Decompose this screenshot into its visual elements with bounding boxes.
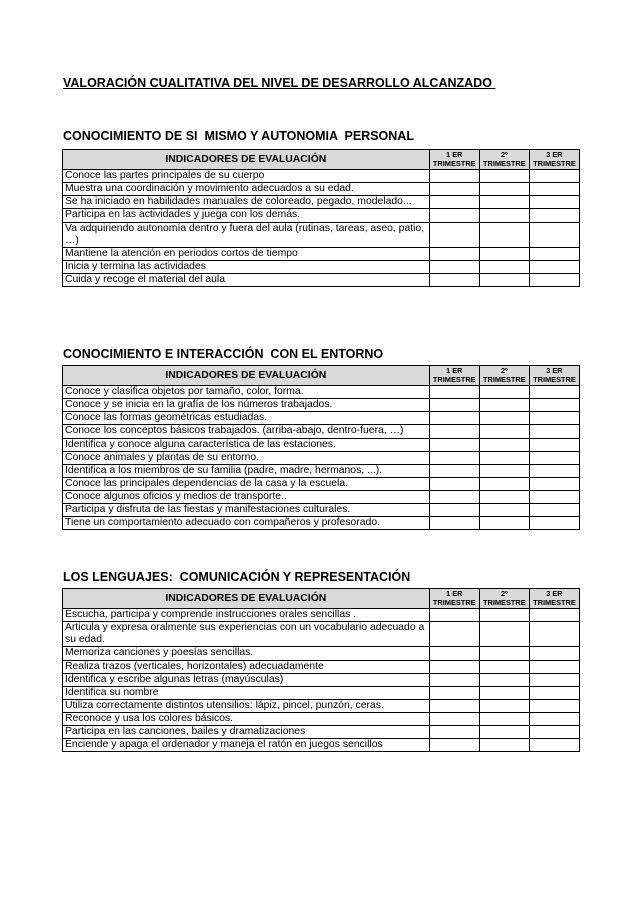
trimestre-1-cell[interactable] [429,438,479,451]
indicator-text: Participa en las canciones, bailes y dramatizaciones [63,726,430,739]
indicator-text: Articula y expresa oralmente sus experiencias con un vocabulario adecuado a su edad. [63,622,430,647]
trimestre-3-cell[interactable] [529,399,579,412]
trimestre-1-cell[interactable] [429,451,479,464]
trimestre-1-cell[interactable] [429,647,479,660]
trimestre-1-cell[interactable] [429,222,479,247]
table-row [63,609,580,622]
trimestre-3-cell[interactable] [529,504,579,517]
indicator-text: Participa y disfruta de las fiestas y manifestaciones culturales. [63,504,430,517]
trimestre-3-cell[interactable] [529,686,579,699]
trimestre-1-cell[interactable] [429,699,479,712]
table-row [63,726,580,739]
trimestre-3-cell[interactable] [529,673,579,686]
indicator-text: Participa en las actividades y juega con los demás. [63,209,430,222]
header-indicators: INDICADORES DE EVALUACIÓN [63,150,430,170]
table-row [63,739,580,752]
table-row [63,699,580,712]
trimestre-2-cell[interactable] [479,673,529,686]
table-row [63,490,580,503]
trimestre-1-cell[interactable] [429,196,479,209]
indicator-text: Conoce los conceptos básicos trabajados. (arriba-abajo, dentro-fuera, …) [63,425,430,438]
trimestre-1-cell[interactable] [429,209,479,222]
header-indicators: INDICADORES DE EVALUACIÓN [63,366,430,386]
table-row [63,222,580,247]
section-title-lenguajes: LOS LENGUAJES: COMUNICACIÓN Y REPRESENTACIÓN [63,570,411,584]
table-row [63,412,580,425]
table-row [63,183,580,196]
indicator-text: Conoce y se inicia en la grafía de los números trabajados. [63,399,430,412]
trimestre-1-cell[interactable] [429,673,479,686]
table-row [63,438,580,451]
trimestre-3-cell[interactable] [529,183,579,196]
section-title-entorno: CONOCIMIENTO E INTERACCIÓN CON EL ENTORNO [63,347,384,361]
trimestre-3-cell[interactable] [529,386,579,399]
trimestre-3-cell[interactable] [529,739,579,752]
trimestre-2-cell[interactable] [479,686,529,699]
trimestre-1-cell[interactable] [429,425,479,438]
table-row [63,622,580,647]
trimestre-1-cell[interactable] [429,273,479,286]
trimestre-2-cell[interactable] [479,464,529,477]
table-row [63,247,580,260]
trimestre-2-cell[interactable] [479,647,529,660]
trimestre-1-cell[interactable] [429,517,479,530]
trimestre-2-cell[interactable] [479,712,529,725]
table-row [63,647,580,660]
header-trimestre-3: 3 ER TRIMESTRE [529,150,579,170]
trimestre-2-cell[interactable] [479,490,529,503]
header-trimestre-2: 2º TRIMESTRE [479,366,529,386]
indicator-text: Identifica su nombre [63,686,430,699]
header-trimestre-1: 1 ER TRIMESTRE [429,589,479,609]
trimestre-2-cell[interactable] [479,622,529,647]
table-row [63,686,580,699]
table-row [63,504,580,517]
indicator-text: Tiene un comportamiento adecuado con compañeros y profesorado. [63,517,430,530]
trimestre-2-cell[interactable] [479,170,529,183]
table-row [63,425,580,438]
table-row [63,386,580,399]
trimestre-1-cell[interactable] [429,260,479,273]
trimestre-3-cell[interactable] [529,712,579,725]
table-row [63,170,580,183]
trimestre-2-cell[interactable] [479,247,529,260]
indicator-text: Muestra una coordinación y movimiento adecuados a su edad. [63,183,430,196]
indicator-text: Identifica y conoce alguna característica de las estaciones. [63,438,430,451]
trimestre-3-cell[interactable] [529,609,579,622]
trimestre-2-cell[interactable] [479,660,529,673]
trimestre-3-cell[interactable] [529,477,579,490]
trimestre-1-cell[interactable] [429,170,479,183]
trimestre-3-cell[interactable] [529,647,579,660]
trimestre-2-cell[interactable] [479,222,529,247]
indicator-text: Conoce y clasifica objetos por tamaño, color, forma. [63,386,430,399]
indicator-text: Mantiene la atención en periodos cortos de tiempo [63,247,430,260]
indicator-text: Inicia y termina las actividades [63,260,430,273]
trimestre-1-cell[interactable] [429,726,479,739]
trimestre-2-cell[interactable] [479,196,529,209]
table-row [63,517,580,530]
indicator-text: Conoce animales y plantas de su entorno. [63,451,430,464]
trimestre-2-cell[interactable] [479,399,529,412]
trimestre-3-cell[interactable] [529,699,579,712]
trimestre-3-cell[interactable] [529,222,579,247]
trimestre-2-cell[interactable] [479,451,529,464]
table-row [63,260,580,273]
header-trimestre-1: 1 ER TRIMESTRE [429,366,479,386]
indicator-text: Enciende y apaga el ordenador y maneja el ratón en juegos sencillos [63,739,430,752]
trimestre-2-cell[interactable] [479,183,529,196]
section-title-autonomia: CONOCIMIENTO DE SI MISMO Y AUTONOMIA PERSONAL [63,129,414,143]
trimestre-3-cell[interactable] [529,517,579,530]
trimestre-2-cell[interactable] [479,726,529,739]
trimestre-2-cell[interactable] [479,412,529,425]
header-trimestre-3: 3 ER TRIMESTRE [529,589,579,609]
trimestre-2-cell[interactable] [479,477,529,490]
trimestre-3-cell[interactable] [529,412,579,425]
table-row [63,399,580,412]
page-title: VALORACIÓN CUALITATIVA DEL NIVEL DE DESARROLLO ALCANZADO [63,76,496,90]
trimestre-1-cell[interactable] [429,686,479,699]
trimestre-1-cell[interactable] [429,490,479,503]
indicator-text: Conoce las partes principales de su cuerpo [63,170,430,183]
indicator-text: Reconoce y usa los colores básicos. [63,712,430,725]
table-row [63,451,580,464]
evaluation-table-entorno [62,365,580,530]
trimestre-3-cell[interactable] [529,726,579,739]
trimestre-2-cell[interactable] [479,609,529,622]
trimestre-1-cell[interactable] [429,386,479,399]
table-row [63,273,580,286]
trimestre-2-cell[interactable] [479,517,529,530]
indicator-text: Realiza trazos (verticales, horizontales) adecuadamente [63,660,430,673]
trimestre-1-cell[interactable] [429,660,479,673]
indicator-text: Conoce algunos oficios y medios de transporte.. [63,490,430,503]
header-trimestre-2: 2º TRIMESTRE [479,589,529,609]
trimestre-2-cell[interactable] [479,504,529,517]
trimestre-1-cell[interactable] [429,622,479,647]
trimestre-3-cell[interactable] [529,247,579,260]
indicator-text: Escucha, participa y comprende instrucciones orales sencillas . [63,609,430,622]
trimestre-1-cell[interactable] [429,412,479,425]
trimestre-1-cell[interactable] [429,609,479,622]
table-row [63,660,580,673]
trimestre-1-cell[interactable] [429,247,479,260]
header-trimestre-1: 1 ER TRIMESTRE [429,150,479,170]
trimestre-3-cell[interactable] [529,438,579,451]
indicator-text: Conoce las formas geométricas estudiadas. [63,412,430,425]
trimestre-1-cell[interactable] [429,712,479,725]
trimestre-3-cell[interactable] [529,622,579,647]
trimestre-2-cell[interactable] [479,425,529,438]
trimestre-3-cell[interactable] [529,260,579,273]
header-trimestre-3: 3 ER TRIMESTRE [529,366,579,386]
trimestre-1-cell[interactable] [429,477,479,490]
table-row [63,673,580,686]
trimestre-3-cell[interactable] [529,196,579,209]
trimestre-3-cell[interactable] [529,209,579,222]
trimestre-2-cell[interactable] [479,739,529,752]
indicator-text: Va adquiriendo autonomía dentro y fuera del aula (rutinas, tareas, aseo, patio, …) [63,222,430,247]
header-indicators: INDICADORES DE EVALUACIÓN [63,589,430,609]
table-row [63,464,580,477]
trimestre-3-cell[interactable] [529,660,579,673]
trimestre-2-cell[interactable] [479,699,529,712]
trimestre-1-cell[interactable] [429,739,479,752]
trimestre-3-cell[interactable] [529,273,579,286]
indicator-text: Identifica y escribe algunas letras (mayúsculas) [63,673,430,686]
trimestre-3-cell[interactable] [529,490,579,503]
trimestre-2-cell[interactable] [479,209,529,222]
trimestre-3-cell[interactable] [529,170,579,183]
trimestre-2-cell[interactable] [479,386,529,399]
trimestre-1-cell[interactable] [429,504,479,517]
indicator-text: Memoriza canciones y poesías sencillas. [63,647,430,660]
indicator-text: Se ha iniciado en habilidades manuales de coloreado, pegado, modelado... [63,196,430,209]
trimestre-1-cell[interactable] [429,399,479,412]
header-trimestre-2: 2º TRIMESTRE [479,150,529,170]
indicator-text: Cuida y recoge el material del aula [63,273,430,286]
table-row [63,209,580,222]
evaluation-table-lenguajes [62,588,580,752]
trimestre-1-cell[interactable] [429,183,479,196]
evaluation-table-autonomia [62,149,580,287]
table-row [63,712,580,725]
trimestre-1-cell[interactable] [429,464,479,477]
trimestre-2-cell[interactable] [479,273,529,286]
trimestre-2-cell[interactable] [479,260,529,273]
trimestre-3-cell[interactable] [529,464,579,477]
trimestre-3-cell[interactable] [529,451,579,464]
indicator-text: Identifica a los miembros de su familia (padre, madre, hermanos, ...). [63,464,430,477]
indicator-text: Conoce las principales dependencias de la casa y la escuela. [63,477,430,490]
table-row [63,477,580,490]
trimestre-2-cell[interactable] [479,438,529,451]
indicator-text: Utiliza correctamente distintos utensilios: lápiz, pincel, punzón, ceras. [63,699,430,712]
trimestre-3-cell[interactable] [529,425,579,438]
table-row [63,196,580,209]
